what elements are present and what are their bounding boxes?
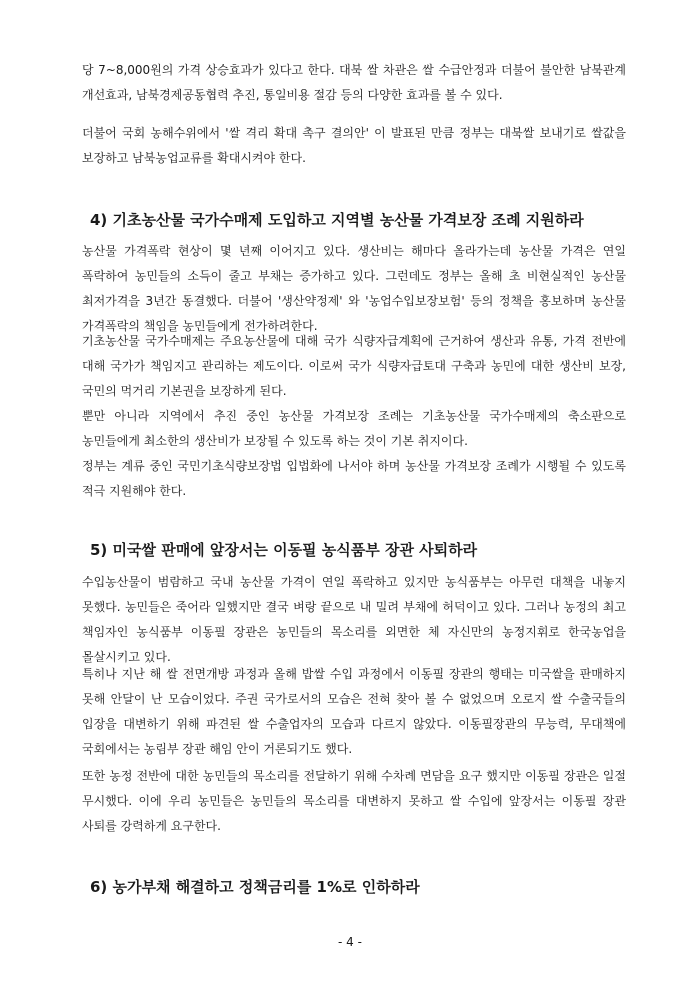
section-5-heading: 5) 미국쌀 판매에 앞장서는 이동필 농식품부 장관 사퇴하라 — [90, 541, 478, 559]
section-5-paragraph-3: 또한 농정 전반에 대한 농민들의 목소리를 전달하기 위해 수차례 면담을 요구 했지만 이동필 장관은 일절 무시했다. 이에 우리 농민들은 농민들의 목소리를 대변하지 못하고 쌀 수입에 앞장서는 이동필 장관 사퇴를 강력하게 요구한다. — [82, 769, 626, 833]
section-4-heading: 4) 기초농산물 국가수매제 도입하고 지역별 농산물 가격보장 조례 지원하라 — [90, 211, 584, 229]
page-number: - 4 - — [338, 935, 362, 949]
intro-paragraph-2: 더불어 국회 농해수위에서 '쌀 격리 확대 촉구 결의안' 이 발표된 만큼 정부는 대북쌀 보내기로 쌀값을 보장하고 남북농업교류를 확대시켜야 한다. — [82, 126, 626, 165]
section-4-paragraph-2: 기초농산물 국가수매제는 주요농산물에 대해 국가 식량자급계획에 근거하여 생산과 유통, 가격 전반에 대해 국가가 책임지고 관리하는 제도이다. 이로써 국가 식량자급토대 구축과 농민에 대한 생산비 보장, 국민의 먹거리 기본권을 보장하게 된다. — [82, 334, 626, 398]
section-4-paragraph-3: 뿐만 아니라 지역에서 추진 중인 농산물 가격보장 조례는 기초농산물 국가수매제의 축소판으로 농민들에게 최소한의 생산비가 보장될 수 있도록 하는 것이 기본 취지이다. — [82, 409, 626, 448]
section-6-heading: 6) 농가부채 해결하고 정책금리를 1%로 인하하라 — [90, 878, 420, 896]
intro-paragraph-1: 당 7~8,000원의 가격 상승효과가 있다고 한다. 대북 쌀 차관은 쌀 수급안정과 더불어 불안한 남북관계 개선효과, 남북경제공동협력 추진, 통일비용 절감 등의 다양한 효과를 볼 수 있다. — [82, 63, 626, 102]
section-5-paragraph-2: 특히나 지난 해 쌀 전면개방 과정과 올해 밥쌀 수입 과정에서 이동필 장관의 행태는 미국쌀을 판매하지 못해 안달이 난 모습이었다. 주권 국가로서의 모습은 전혀 찾아 볼 수 없었으며 오로지 쌀 수출국들의 입장을 대변하기 위해 파견된 쌀 수출업자의 모습과 다르지 않았다. 이동필장관의 무능력, 무대책에 국회에서는 농림부 장관 해임 안이 거론되기도 했다. — [82, 667, 626, 756]
section-5-paragraph-1: 수입농산물이 범람하고 국내 농산물 가격이 연일 폭락하고 있지만 농식품부는 아무런 대책을 내놓지 못했다. 농민들은 죽어라 일했지만 결국 벼랑 끝으로 내 밀려 부채에 허덕이고 있다. 그러나 농정의 최고 책임자인 농식품부 이동필 장관은 농민들의 목소리를 외면한 체 자신만의 농정지휘로 한국농업을 몰살시키고 있다. — [82, 575, 626, 664]
section-4-paragraph-4: 정부는 계류 중인 국민기초식량보장법 입법화에 나서야 하며 농산물 가격보장 조례가 시행될 수 있도록 적극 지원해야 한다. — [82, 459, 626, 498]
section-4-paragraph-1: 농산물 가격폭락 현상이 몇 년째 이어지고 있다. 생산비는 해마다 올라가는데 농산물 가격은 연일 폭락하여 농민들의 소득이 줄고 부채는 증가하고 있다. 그런데도 정부는 올해 초 비현실적인 농산물 최저가격을 3년간 동결했다. 더불어 '생산약정제' 와 '농업수입보장보험' 등의 정책을 홍보하며 농산물 가격폭락의 책임을 농민들에게 전가하려한다. — [82, 244, 626, 333]
